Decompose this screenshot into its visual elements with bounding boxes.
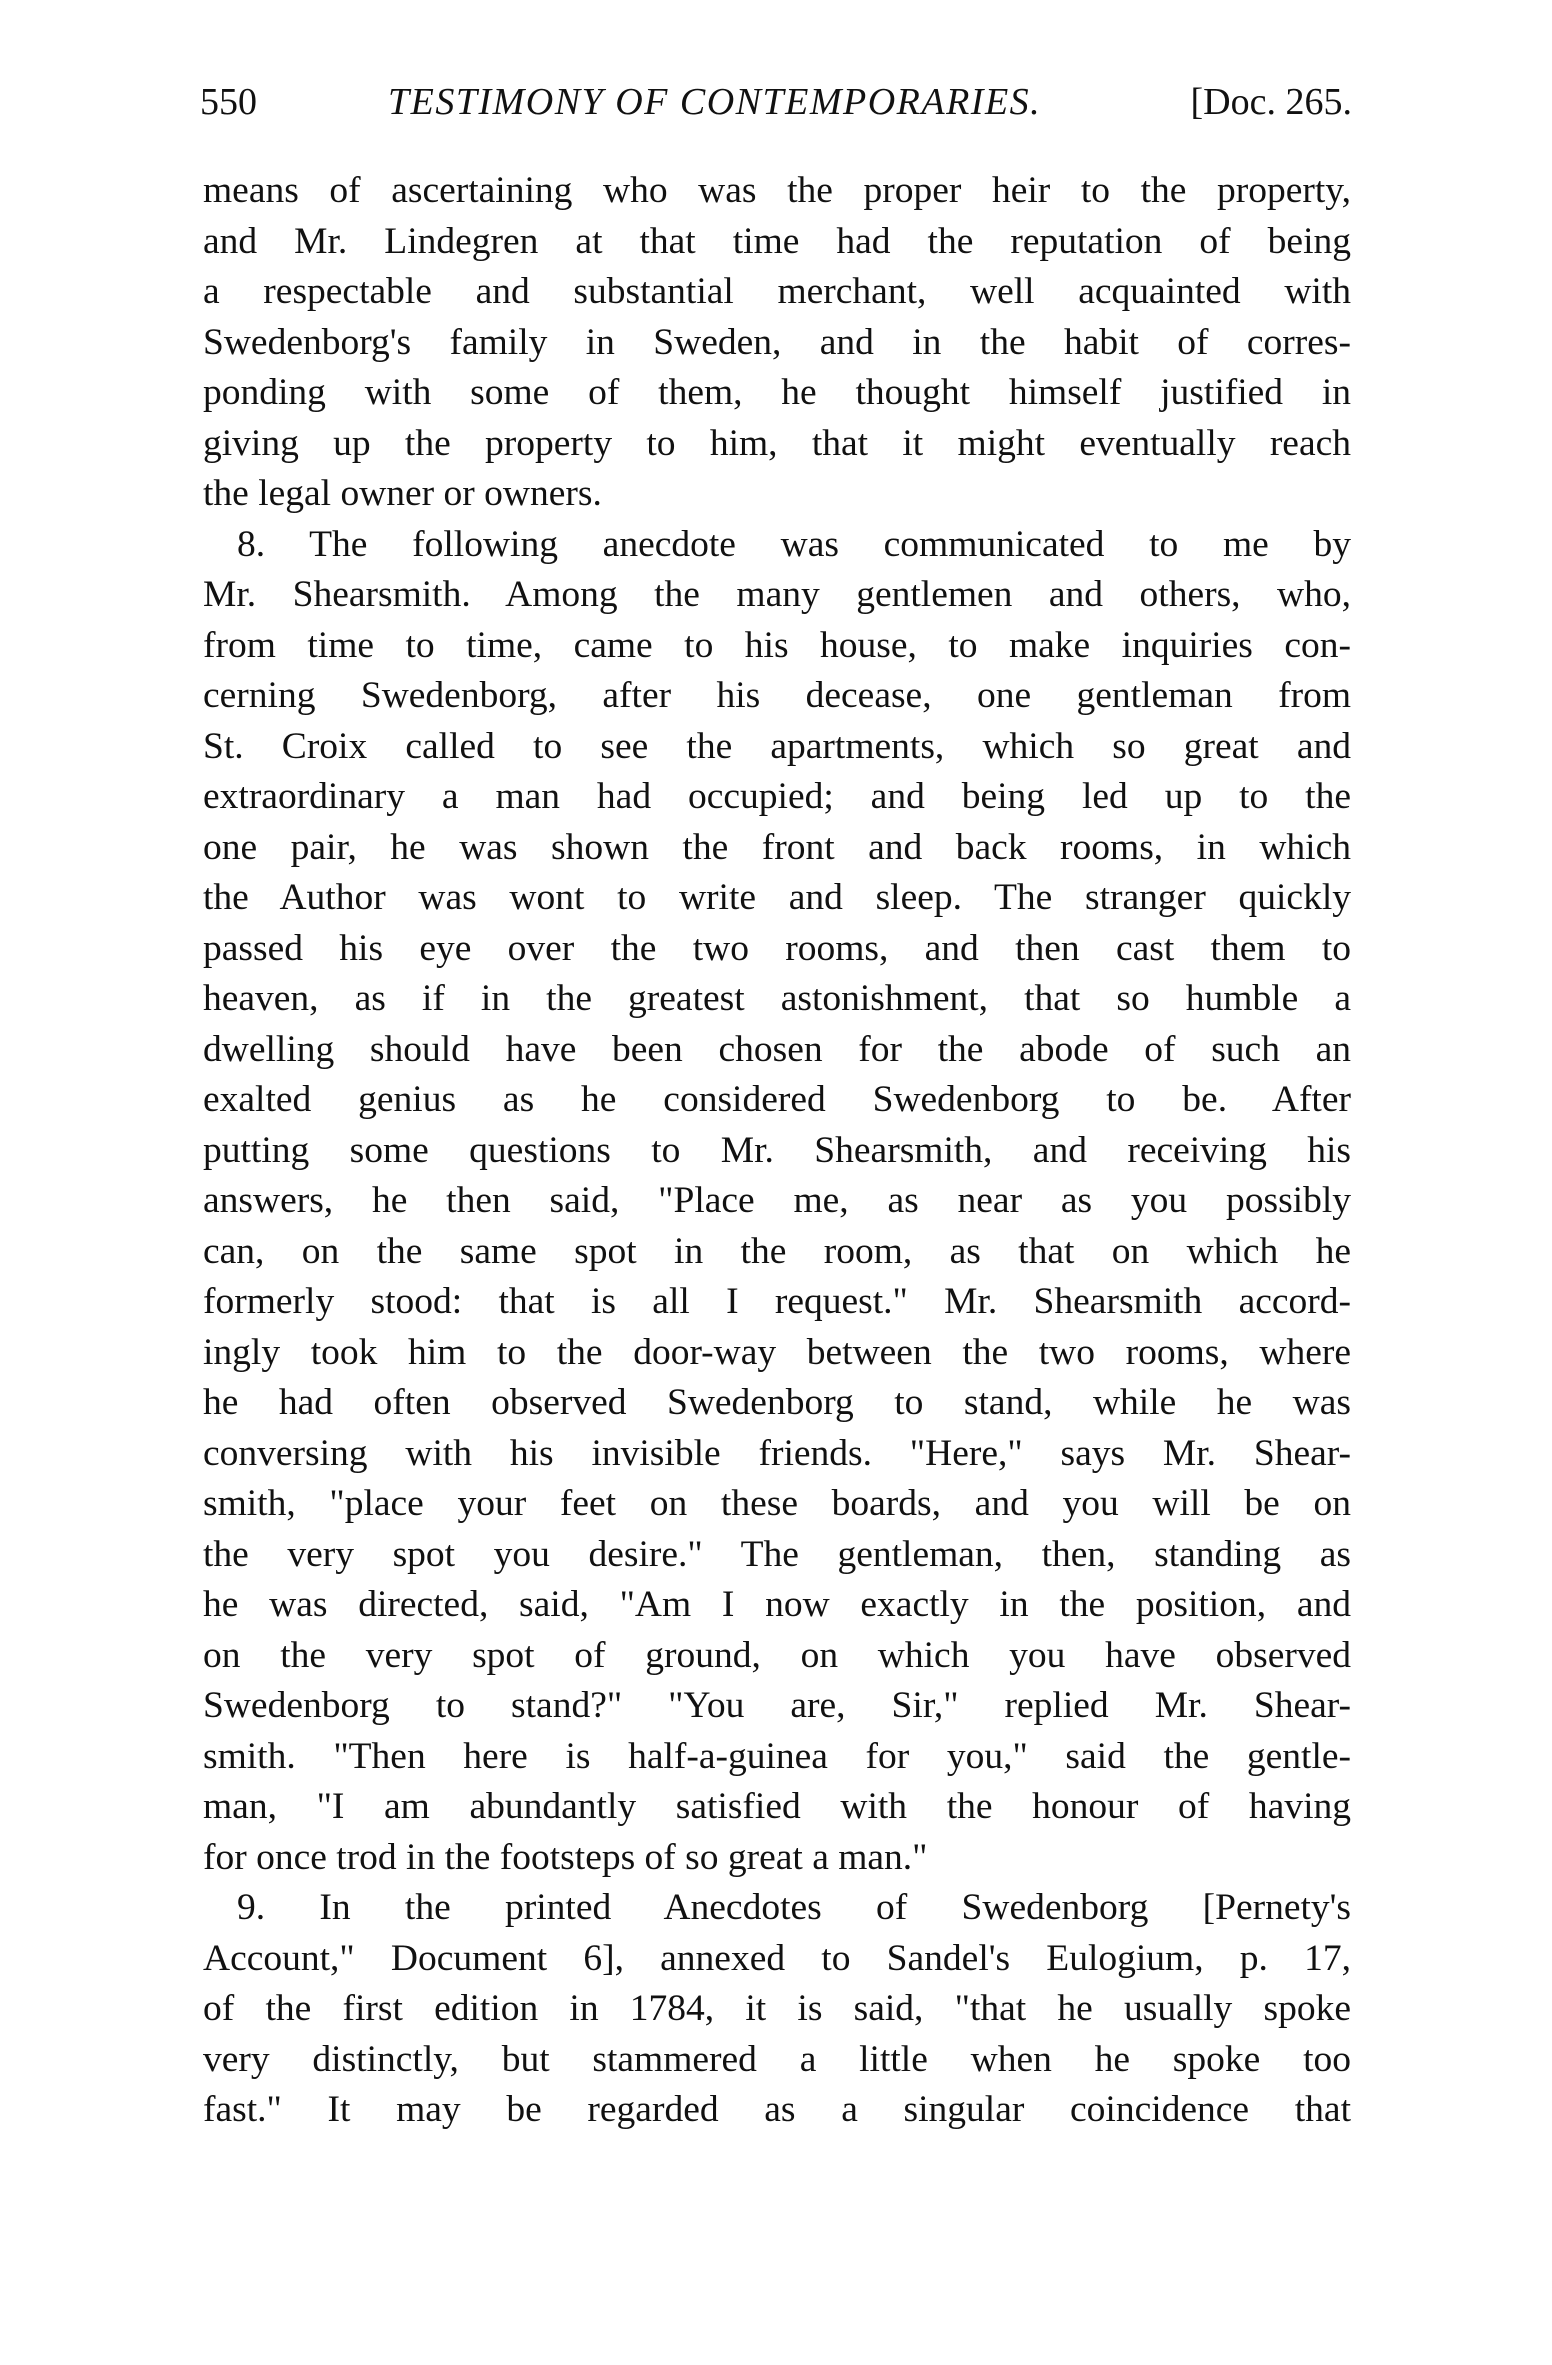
text-line: heaven, as if in the greatest astonishment, that so humble a <box>203 978 1351 1019</box>
text-line: Swedenborg to stand?" "You are, Sir," replied Mr. Shear- <box>203 1685 1351 1726</box>
text-line: passed his eye over the two rooms, and then cast them to <box>203 927 1351 969</box>
text-line: one pair, he was shown the front and back rooms, in which <box>203 826 1351 868</box>
text-line: for once trod in the footsteps of so great a man." <box>203 1836 928 1878</box>
text-line: St. Croix called to see the apartments, which so great and <box>203 725 1351 767</box>
running-head <box>200 72 1352 132</box>
text-line: of the first edition in 1784, it is said, "that he usually spoke <box>203 1988 1351 2029</box>
text-line: a respectable and substantial merchant, well acquainted with <box>203 271 1351 312</box>
text-line: 9. In the printed Anecdotes of Swedenborg [Pernety's <box>237 1887 1351 1928</box>
text-line: smith, "place your feet on these boards, and you will be on <box>203 1483 1351 1524</box>
text-line: means of ascertaining who was the proper heir to the property, <box>203 170 1351 211</box>
text-line: ingly took him to the door-way between the two rooms, where <box>203 1331 1351 1373</box>
body-text <box>203 166 1351 2136</box>
text-line: answers, he then said, "Place me, as near as you possibly <box>203 1180 1351 1221</box>
text-line: man, "I am abundantly satisfied with the honour of having <box>203 1786 1351 1827</box>
text-line: giving up the property to him, that it might eventually reach <box>203 422 1351 464</box>
text-line: fast." It may be regarded as a singular coincidence that <box>203 2089 1351 2130</box>
text-line: Swedenborg's family in Sweden, and in the habit of corres- <box>203 321 1351 363</box>
text-line: Mr. Shearsmith. Among the many gentlemen and others, who, <box>203 574 1351 615</box>
text-line: ponding with some of them, he thought himself justified in <box>203 372 1351 413</box>
text-line: conversing with his invisible friends. "Here," says Mr. Shear- <box>203 1432 1351 1474</box>
text-line: from time to time, came to his house, to make inquiries con- <box>203 624 1351 666</box>
text-line: can, on the same spot in the room, as that on which he <box>203 1230 1351 1272</box>
text-line: extraordinary a man had occupied; and being led up to the <box>203 776 1351 817</box>
text-line: smith. "Then here is half-a-guinea for you," said the gentle- <box>203 1735 1351 1777</box>
text-line: he was directed, said, "Am I now exactly in the position, and <box>203 1584 1351 1625</box>
page-number: 550 <box>200 81 257 123</box>
text-line: cerning Swedenborg, after his decease, one gentleman from <box>203 675 1351 716</box>
text-line: putting some questions to Mr. Shearsmith, and receiving his <box>203 1129 1351 1171</box>
text-line: on the very spot of ground, on which you have observed <box>203 1634 1351 1676</box>
running-title: TESTIMONY OF CONTEMPORARIES. <box>388 81 1042 123</box>
text-line: the Author was wont to write and sleep. The stranger quickly <box>203 877 1351 918</box>
text-line: and Mr. Lindegren at that time had the reputation of being <box>203 220 1351 262</box>
text-line: he had often observed Swedenborg to stand, while he was <box>203 1382 1351 1423</box>
text-line: very distinctly, but stammered a little when he spoke too <box>203 2038 1351 2080</box>
text-line: 8. The following anecdote was communicated to me by <box>237 523 1351 565</box>
document-reference: [Doc. 265. <box>1190 81 1352 123</box>
text-line: exalted genius as he considered Swedenborg to be. After <box>203 1079 1351 1120</box>
text-line: dwelling should have been chosen for the abode of such an <box>203 1028 1351 1070</box>
text-line: Account," Document 6], annexed to Sandel's Eulogium, p. 17, <box>203 1937 1351 1979</box>
text-line: the legal owner or owners. <box>203 473 602 514</box>
text-line: the very spot you desire." The gentleman, then, standing as <box>203 1533 1351 1575</box>
text-line: formerly stood: that is all I request." Mr. Shearsmith accord- <box>203 1281 1351 1322</box>
